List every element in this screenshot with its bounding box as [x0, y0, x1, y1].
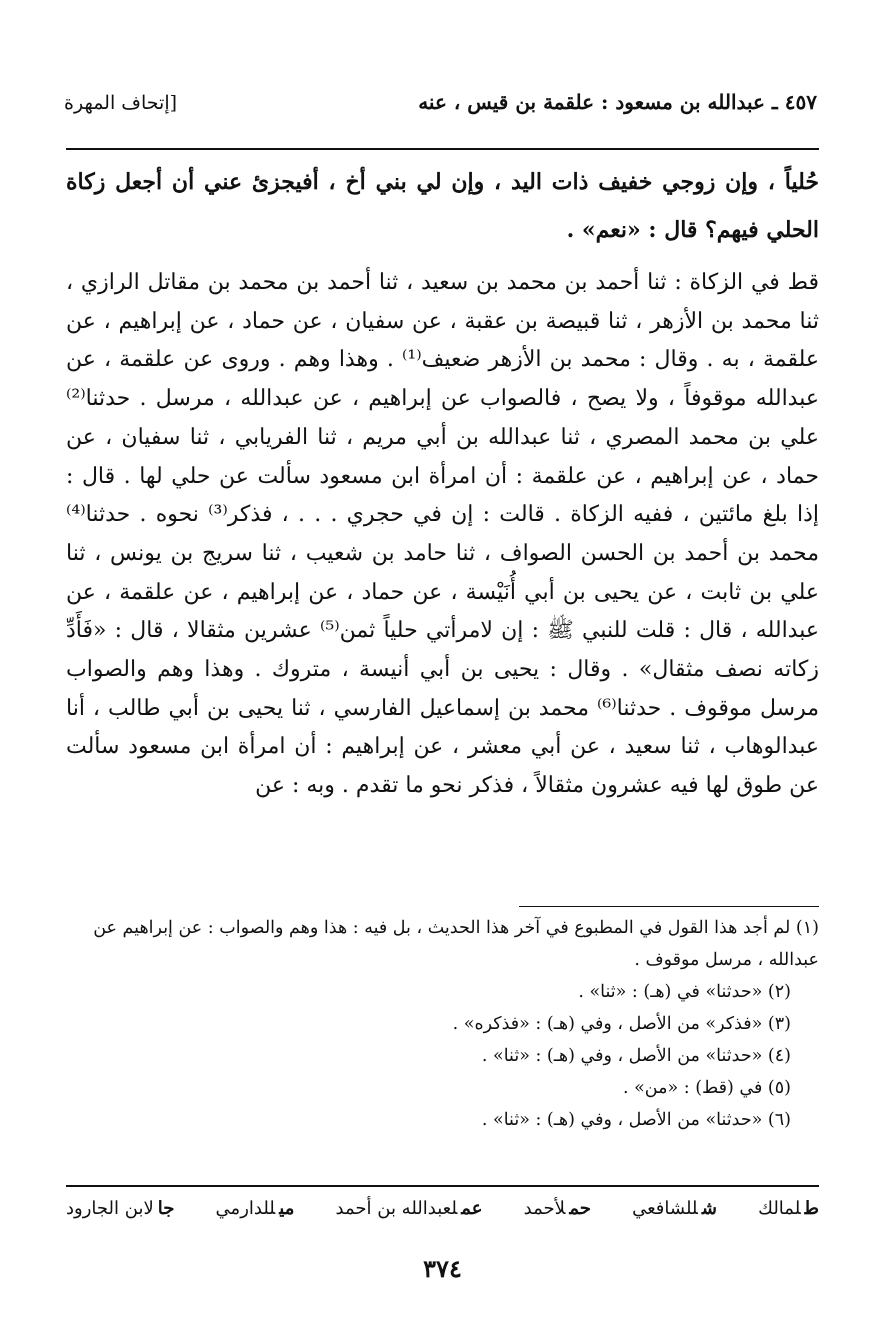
legend-item — [632, 1198, 717, 1219]
legend-item — [758, 1198, 819, 1219]
body-paragraph: قط في الزكاة : ثنا أحمد بن محمد بن سعيد ، ثنا أحمد بن محمد بن مقاتل الرازي ، ثنا محمد بن الأزهر ، ثنا قبيصة بن عقبة ، عن سفيان ، عن حماد ، عن إبراهيم ، عن علقمة ، به . وقال : محمد بن الأزهر ضعيف⁽¹⁾ . وهذا وهم . وروى عن علقمة ، عن عبدالله موقوفاً ، ولا يصح ، فالصواب عن إبراهيم ، عن عبدالله ، مرسل . حدثنا⁽²⁾ علي بن محمد المصري ، ثنا عبدالله بن أبي مريم ، ثنا الفريابي ، ثنا سفيان ، عن حماد ، عن إبراهيم ، عن علقمة : أن امرأة ابن مسعود سألت عن حلي لها . قال : إذا بلغ مائتين ، ففيه الزكاة . قالت : إن في حجري . . . ، فذكر⁽³⁾ نحوه . حدثنا⁽⁴⁾ محمد بن أحمد بن الحسن الصواف ، ثنا حامد بن شعيب ، ثنا سريج بن يونس ، ثنا علي بن ثابت ، عن يحيى بن أبي أُنَيْسة ، عن حماد ، عن إبراهيم ، عن علقمة ، عن عبدالله ، قال : قلت للنبي ﷺ : إن لامرأتي حلياً ثمن⁽⁵⁾ عشرين مثقالا ، قال : «فَأَدِّ زكاته نصف مثقال» . وقال : يحيى بن أبي أنيسة ، متروك . وهذا وهم والصواب مرسل موقوف . حدثنا⁽⁶⁾ محمد بن إسماعيل الفارسي ، ثنا يحيى بن أبي طالب ، أنا عبدالوهاب ، ثنا سعيد ، عن أبي معشر ، عن إبراهيم : أن امرأة ابن مسعود سألت عن طوق لها فيه عشرون مثقالاً ، فذكر نحو ما تقدم . وبه : عن — [66, 270, 820, 799]
legend-label: للدارمي — [215, 1198, 276, 1219]
legend-code: ط — [804, 1198, 819, 1219]
legend-item — [66, 1198, 174, 1219]
footnote-3: (٣) «فذكر» من الأصل ، وفي (هـ) : «فذكره» . — [452, 1014, 791, 1034]
legend-code: ش — [701, 1198, 717, 1219]
legend-code: عم — [461, 1198, 483, 1219]
legend-label: لمالك — [758, 1198, 801, 1219]
legend-label: للشافعي — [632, 1198, 698, 1219]
footnotes — [66, 912, 819, 1136]
legend-item — [336, 1198, 483, 1219]
book-title: [إتحاف المهرة — [64, 92, 178, 114]
legend-code: مي — [279, 1198, 295, 1219]
legend-item — [216, 1198, 295, 1219]
footnote-4: (٤) «حدثنا» من الأصل ، وفي (هـ) : «ثنا» . — [481, 1046, 791, 1066]
footnote-1: (١) لم أجد هذا القول في المطبوع في آخر هذا الحديث ، بل فيه : هذا وهم والصواب : عن إبراهيم عن عبدالله ، مرسل موقوف . — [93, 918, 819, 970]
legend-code: جا — [157, 1198, 175, 1219]
footnote-5: (٥) في (قط) : «من» . — [622, 1078, 791, 1098]
legend-rule — [66, 1185, 819, 1187]
running-title: ٤٥٧ ـ عبدالله بن مسعود : علقمة بن قيس ، عنه — [418, 90, 817, 114]
page-header — [64, 90, 817, 114]
lead-paragraph: حُلياً ، وإن زوجي خفيف ذات اليد ، وإن لي بني أخ ، أفيجزئ عني أن أجعل زكاة الحلي فيهم؟ قال : «نعم» . — [66, 169, 819, 243]
header-rule — [66, 148, 819, 150]
legend-label: لأحمد — [523, 1198, 566, 1219]
legend-label: لعبدالله بن أحمد — [335, 1198, 458, 1219]
main-text — [66, 158, 819, 806]
legend-item — [524, 1198, 591, 1219]
footnote-rule — [519, 906, 819, 907]
legend-label: لابن الجارود — [66, 1198, 154, 1219]
footnote-2: (٢) «حدثنا» في (هـ) : «ثنا» . — [578, 982, 791, 1002]
abbreviation-legend — [66, 1198, 819, 1219]
page-number: ٣٧٤ — [423, 1254, 462, 1283]
legend-code: حم — [569, 1198, 591, 1219]
footnote-6: (٦) «حدثنا» من الأصل ، وفي (هـ) : «ثنا» . — [481, 1110, 791, 1130]
